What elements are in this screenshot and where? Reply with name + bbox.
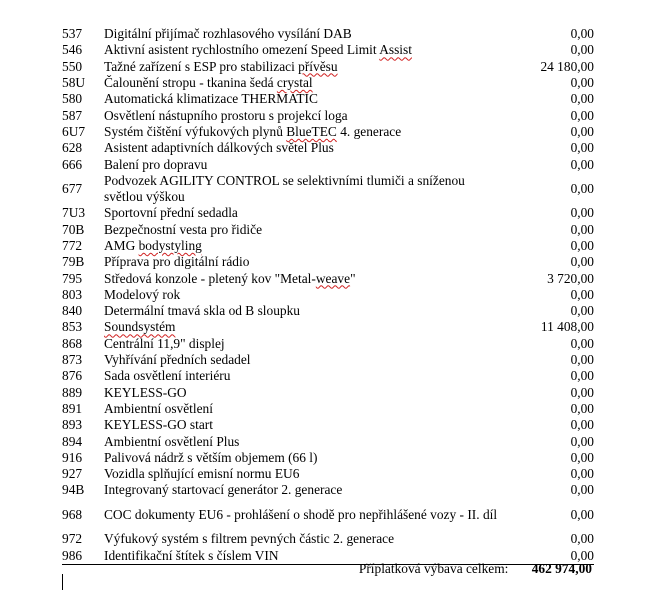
- item-description: Sportovní přední sedadla: [104, 205, 238, 221]
- item-code: 853: [62, 319, 83, 335]
- item-price: 0,00: [570, 507, 594, 522]
- item-description: Ambientní osvětlení Plus: [104, 433, 240, 449]
- item-description: Integrovaný startovací generátor 2. generace: [104, 482, 343, 498]
- table-row: [62, 75, 594, 91]
- item-code: 916: [62, 449, 83, 465]
- item-price: 0,00: [570, 466, 594, 482]
- item-price: 0,00: [570, 531, 594, 547]
- item-price: 0,00: [570, 254, 594, 270]
- item-price: 0,00: [570, 433, 594, 449]
- item-code: 580: [62, 91, 83, 107]
- item-price: 0,00: [570, 400, 594, 416]
- item-code: 803: [62, 286, 83, 302]
- table-row: [62, 42, 594, 58]
- item-description: KEYLESS-GO start: [104, 417, 213, 433]
- item-price: 0,00: [570, 42, 594, 58]
- item-price: 0,00: [570, 352, 594, 368]
- item-description: Tažné zařízení s ESP pro stabilizaci přívěsu: [104, 58, 338, 74]
- item-code: 873: [62, 352, 83, 368]
- item-price: 0,00: [570, 238, 594, 253]
- item-code: 6U7: [62, 123, 86, 139]
- table-row: [62, 466, 594, 482]
- equipment-table-body: [62, 26, 594, 564]
- item-code: 628: [62, 140, 83, 156]
- item-price: 3 720,00: [547, 270, 594, 286]
- table-row: [62, 336, 594, 352]
- item-code: 537: [62, 26, 83, 42]
- item-code: 7U3: [62, 205, 86, 221]
- item-code: 772: [62, 238, 83, 253]
- item-description: Asistent adaptivních dálkových světel Plus: [104, 140, 334, 156]
- table-row: [62, 319, 594, 335]
- item-code: 894: [62, 433, 83, 449]
- item-code: 891: [62, 400, 83, 416]
- item-price: 0,00: [570, 107, 594, 123]
- item-description: Determální tmavá skla od B sloupku: [104, 303, 300, 319]
- item-code: 876: [62, 368, 83, 384]
- item-price: 0,00: [570, 91, 594, 107]
- item-description: Automatická klimatizace THERMATIC: [104, 91, 318, 107]
- item-price: 0,00: [570, 205, 594, 221]
- item-description: Palivová nádrž s větším objemem (66 l): [104, 449, 318, 465]
- table-row: [62, 417, 594, 433]
- item-description: Bezpečnostní vesta pro řidiče: [104, 221, 263, 237]
- item-description: Vozidla splňující emisní normu EU6: [104, 466, 300, 482]
- item-description: Výfukový systém s filtrem pevných částic 2. generace: [104, 531, 395, 547]
- item-price: 0,00: [570, 286, 594, 302]
- item-code: 889: [62, 384, 83, 400]
- table-row: [62, 303, 594, 319]
- item-code: 840: [62, 303, 83, 319]
- total-line: [359, 561, 592, 577]
- item-code: 79B: [62, 254, 85, 270]
- item-price: 0,00: [570, 417, 594, 433]
- item-description: KEYLESS-GO: [104, 384, 187, 400]
- table-row: [62, 91, 594, 107]
- item-code: 666: [62, 156, 83, 172]
- item-description: Vyhřívání předních sedadel: [104, 352, 251, 368]
- item-price: 0,00: [570, 303, 594, 319]
- item-price: 0,00: [570, 156, 594, 172]
- table-row: [62, 499, 594, 532]
- item-price: 0,00: [504, 548, 594, 565]
- table-row: [62, 433, 594, 449]
- table-row: [62, 205, 594, 221]
- table-row: [62, 450, 594, 466]
- table-row: [62, 401, 594, 417]
- item-code: 972: [62, 531, 83, 547]
- item-description: Osvětlení nástupního prostoru s projekcí loga: [104, 107, 348, 123]
- item-code: 94B: [62, 482, 85, 498]
- item-code: 968: [62, 507, 83, 522]
- table-row: [62, 59, 594, 75]
- item-price: 0,00: [570, 26, 594, 42]
- item-code: 927: [62, 466, 83, 482]
- item-description: Soundsystém: [104, 319, 176, 335]
- item-description: Digitální přijímač rozhlasového vysílání DAB: [104, 26, 352, 42]
- item-description: AMG bodystyling: [104, 238, 202, 253]
- item-code: 677: [62, 181, 83, 197]
- table-row: [62, 107, 594, 123]
- item-description: Systém čištění výfukových plynů BlueTEC 4. generace: [104, 123, 402, 139]
- item-price: 0,00: [570, 221, 594, 237]
- text-cursor: [62, 574, 63, 590]
- item-price: 11 408,00: [540, 319, 594, 335]
- table-row: [62, 124, 594, 140]
- table-row: [62, 156, 594, 172]
- item-price: 0,00: [570, 449, 594, 465]
- item-price: 0,00: [570, 140, 594, 156]
- total-label: Příplatková výbava celkem:: [358, 561, 509, 576]
- table-row: [62, 238, 594, 254]
- item-description: Příprava pro digitální rádio: [104, 254, 250, 270]
- table-row: [62, 254, 594, 270]
- item-description: Ambientní osvětlení: [104, 400, 213, 416]
- item-description: Čalounění stropu - tkanina šedá crystal: [104, 75, 313, 91]
- table-row: [62, 140, 594, 156]
- item-description: Středová konzole - pletený kov "Metal-weave": [104, 270, 356, 286]
- table-row: [62, 287, 594, 303]
- item-description: Sada osvětlení interiéru: [104, 368, 231, 384]
- item-code: 58U: [62, 75, 86, 91]
- table-row: [62, 222, 594, 238]
- item-price: 0,00: [570, 75, 594, 91]
- item-description: COC dokumenty EU6 - prohlášení o shodě pro nepřihlášené vozy - II. díl: [104, 507, 498, 522]
- item-price: 0,00: [570, 181, 594, 197]
- item-price: 0,00: [570, 123, 594, 139]
- item-code: 868: [62, 335, 83, 351]
- table-row: [62, 352, 594, 368]
- equipment-table: [62, 26, 594, 565]
- item-code: 587: [62, 107, 83, 123]
- item-price: 0,00: [570, 384, 594, 400]
- item-description: Identifikační štítek s číslem VIN: [104, 548, 504, 565]
- table-row: [62, 173, 594, 206]
- item-price: 0,00: [570, 368, 594, 384]
- item-price: 0,00: [570, 335, 594, 351]
- item-code: 546: [62, 42, 83, 58]
- item-description: Aktivní asistent rychlostního omezení Speed Limit Assist: [104, 42, 412, 58]
- total-value: 462 974,00: [531, 561, 592, 576]
- table-row: [62, 385, 594, 401]
- table-row: [62, 531, 594, 547]
- item-price: 24 180,00: [540, 58, 594, 74]
- item-code: 986: [62, 548, 104, 565]
- item-description: Centrální 11,9" displej: [104, 335, 225, 351]
- table-row: [62, 26, 594, 42]
- item-price: 0,00: [570, 482, 594, 498]
- item-code: 795: [62, 270, 83, 286]
- item-code: 70B: [62, 221, 85, 237]
- item-code: 550: [62, 58, 83, 74]
- table-row: [62, 270, 594, 286]
- item-code: 893: [62, 417, 83, 433]
- item-description: Balení pro dopravu: [104, 156, 208, 172]
- item-description: Podvozek AGILITY CONTROL se selektivními tlumiči a sníženou světlou výškou: [104, 173, 465, 204]
- table-row: [62, 482, 594, 498]
- table-row: [62, 368, 594, 384]
- item-description: Modelový rok: [104, 286, 181, 302]
